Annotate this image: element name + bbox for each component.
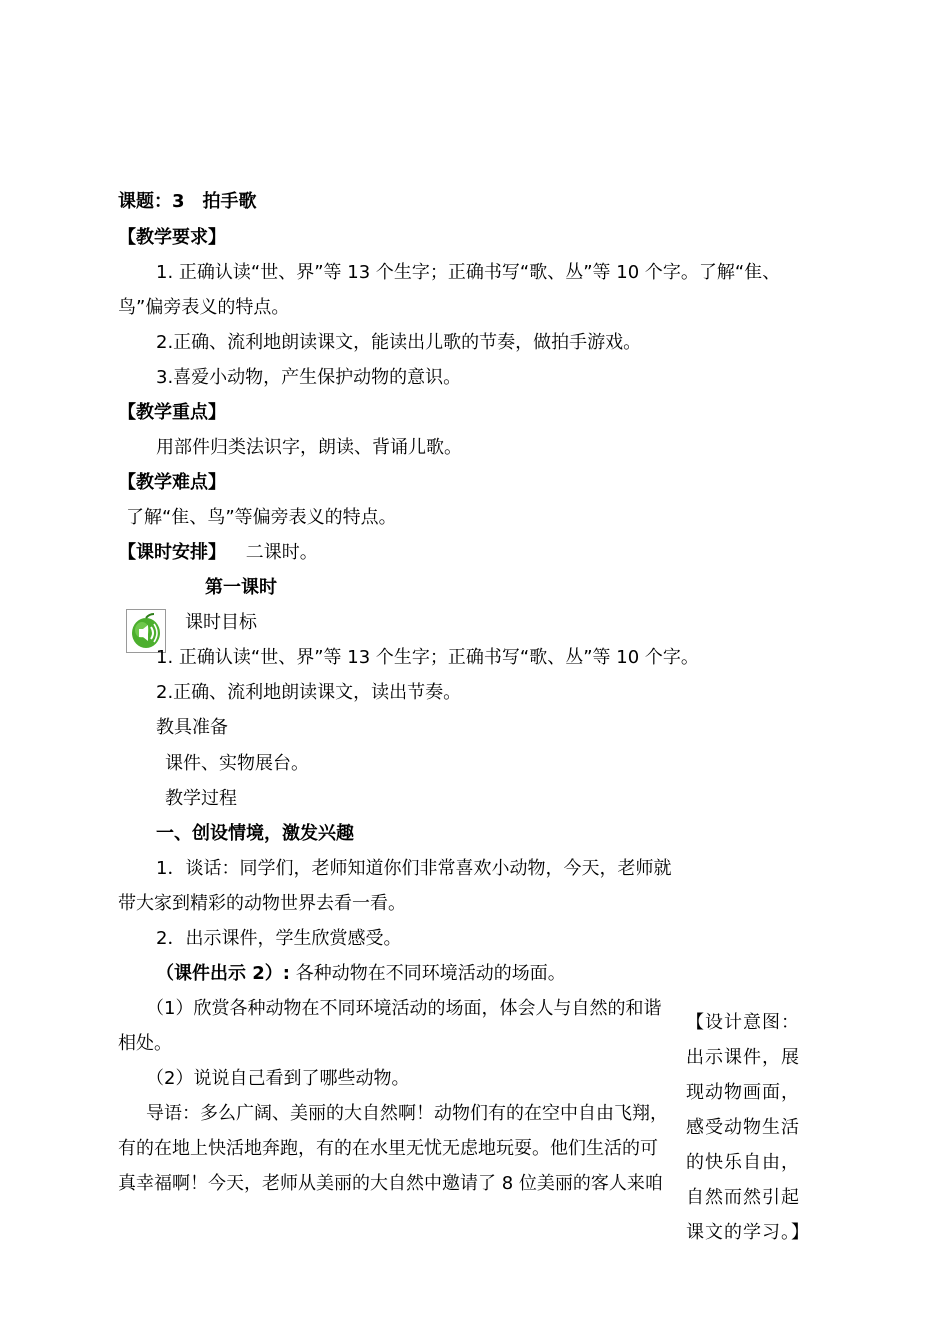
step1-line2: 带大家到精彩的动物世界去看一看。 bbox=[118, 893, 406, 914]
difficulties-heading: 【教学难点】 bbox=[118, 472, 226, 493]
design-note bbox=[686, 1008, 816, 1253]
step1-line1: 1．谈话：同学们，老师知道你们非常喜欢小动物，今天，老师就 bbox=[156, 858, 672, 879]
courseware-label: （课件出示 2）: bbox=[156, 963, 290, 984]
schedule-heading: 【课时安排】 bbox=[118, 542, 226, 563]
schedule-text: 二课时。 bbox=[245, 542, 318, 563]
guide-line3: 真幸福啊！今天，老师从美丽的大自然中邀请了 8 位美丽的客人来咱 bbox=[118, 1173, 663, 1194]
prep-text: 课件、实物展台。 bbox=[165, 753, 309, 774]
schedule-row bbox=[118, 541, 318, 565]
sub1-line1: （1）欣赏各种动物在不同环境活动的场面，体会人与自然的和谐 bbox=[146, 998, 662, 1019]
design-note-line: 的快乐自由， bbox=[686, 1152, 800, 1173]
section1-heading: 一、创设情境，激发兴趣 bbox=[156, 823, 354, 844]
requirements-heading: 【教学要求】 bbox=[118, 227, 226, 248]
courseware-row bbox=[156, 962, 566, 986]
design-note-line: 【设计意图： bbox=[686, 1012, 800, 1033]
sub1-line2: 相处。 bbox=[118, 1033, 172, 1054]
design-note-line: 出示课件，展 bbox=[686, 1047, 800, 1068]
step2: 2．出示课件，学生欣赏感受。 bbox=[156, 928, 402, 949]
difficulties-text: 了解“隹、鸟”等偏旁表义的特点。 bbox=[126, 507, 397, 528]
requirement-2: 2.正确、流利地朗读课文，能读出儿歌的节奏，做拍手游戏。 bbox=[156, 332, 642, 353]
lesson-goal-2: 2.正确、流利地朗读课文，读出节奏。 bbox=[156, 682, 462, 703]
requirement-1-line1: 1. 正确认读“世、界”等 13 个生字；正确书写“歌、丛”等 10 个字。了解“隹、 bbox=[156, 262, 781, 283]
key-points-text: 用部件归类法识字，朗读、背诵儿歌。 bbox=[156, 437, 462, 458]
requirement-1-line2: 鸟”偏旁表义的特点。 bbox=[118, 297, 290, 318]
key-points-heading: 【教学重点】 bbox=[118, 402, 226, 423]
design-note-line: 课文的学习。】 bbox=[686, 1222, 810, 1243]
lesson-goals-heading: 课时目标 bbox=[185, 612, 257, 633]
design-note-line: 现动物画面， bbox=[686, 1082, 800, 1103]
prep-heading: 教具准备 bbox=[156, 717, 228, 738]
guide-line2: 有的在地上快活地奔跑，有的在水里无忧无虑地玩耍。他们生活的可 bbox=[118, 1138, 658, 1159]
lesson-goal-1: 1. 正确认读“世、界”等 13 个生字；正确书写“歌、丛”等 10 个字。 bbox=[156, 647, 699, 668]
sub2: （2）说说自己看到了哪些动物。 bbox=[146, 1068, 410, 1089]
courseware-text: 各种动物在不同环境活动的场面。 bbox=[290, 963, 566, 984]
design-note-line: 感受动物生活 bbox=[686, 1117, 800, 1138]
requirement-3: 3.喜爱小动物，产生保护动物的意识。 bbox=[156, 367, 462, 388]
design-note-line: 自然而然引起 bbox=[686, 1187, 800, 1208]
process-heading: 教学过程 bbox=[165, 788, 237, 809]
guide-line1: 导语：多么广阔、美丽的大自然啊！动物们有的在空中自由飞翔， bbox=[146, 1103, 668, 1124]
lesson1-heading: 第一课时 bbox=[205, 577, 277, 598]
lesson-title: 课题：3 拍手歌 bbox=[118, 191, 257, 212]
